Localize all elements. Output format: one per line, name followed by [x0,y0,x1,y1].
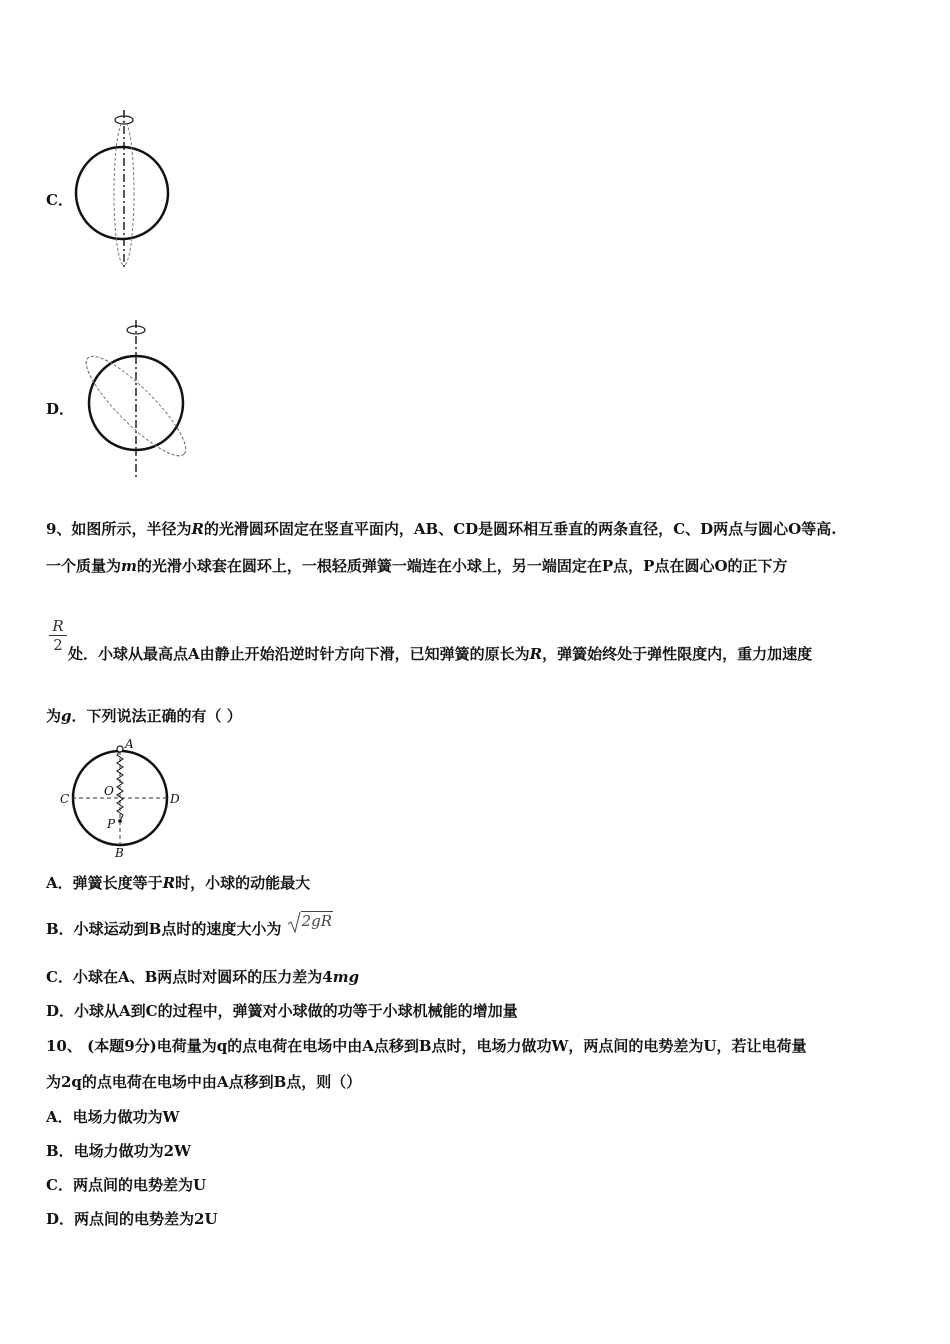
figure-label-a: A [125,737,134,751]
q9-option-a: A．弹簧长度等于R时，小球的动能最大 [46,874,311,892]
q9-option-b: B．小球运动到B点时的速度大小为 2gR [46,912,333,938]
figure-label-c: C [60,792,70,806]
q9-line-3: 处．小球从最高点A由静止开始沿逆时针方向下滑，已知弹簧的原长为R，弹簧始终处于弹性限度内，重力加速度 [68,645,813,663]
figure-label-d: D [170,792,180,806]
fraction-r-over-2: R 2 [47,617,69,654]
q10-line-1: 10、 (本题9分)电荷量为q的点电荷在电场中由A点移到B点时，电场力做功W，两点间的电势差为U，若让电荷量 [46,1037,807,1055]
figure-label-p: P [107,817,116,831]
q9-option-c: C．小球在A、B两点时对圆环的压力差为4mg [46,968,360,986]
q10-option-d: D．两点间的电势差为2U [46,1210,218,1228]
q9-line-4: 为g．下列说法正确的有（ ） [46,707,242,725]
option-d-label: D． [46,400,75,418]
option-c-label: C． [46,191,73,209]
q10-line-2: 为2q的点电荷在电场中由A点移到B点，则（） [46,1073,362,1091]
q9-option-d: D．小球从A到C的过程中，弹簧对小球做的功等于小球机械能的增加量 [46,1002,518,1020]
option-c-figure [70,108,180,273]
q9-ring-figure [58,737,188,859]
q10-option-b: B．电场力做功为2W [46,1142,191,1160]
q10-option-c: C．两点间的电势差为U [46,1176,207,1194]
sqrt-expression: 2gR [287,912,333,930]
q10-option-a: A．电场力做功为W [46,1108,180,1126]
figure-label-b: B [115,846,124,860]
q9-line-2: 一个质量为m的光滑小球套在圆环上，一根轻质弹簧一端连在小球上，另一端固定在P点，P点在圆心O的正下方 [46,557,788,575]
figure-label-o: O [104,784,114,798]
q9-line-1: 9、如图所示，半径为R的光滑圆环固定在竖直平面内，AB、CD是圆环相互垂直的两条直径，C、D两点与圆心O等高. [46,520,837,538]
option-d-figure [76,318,196,483]
